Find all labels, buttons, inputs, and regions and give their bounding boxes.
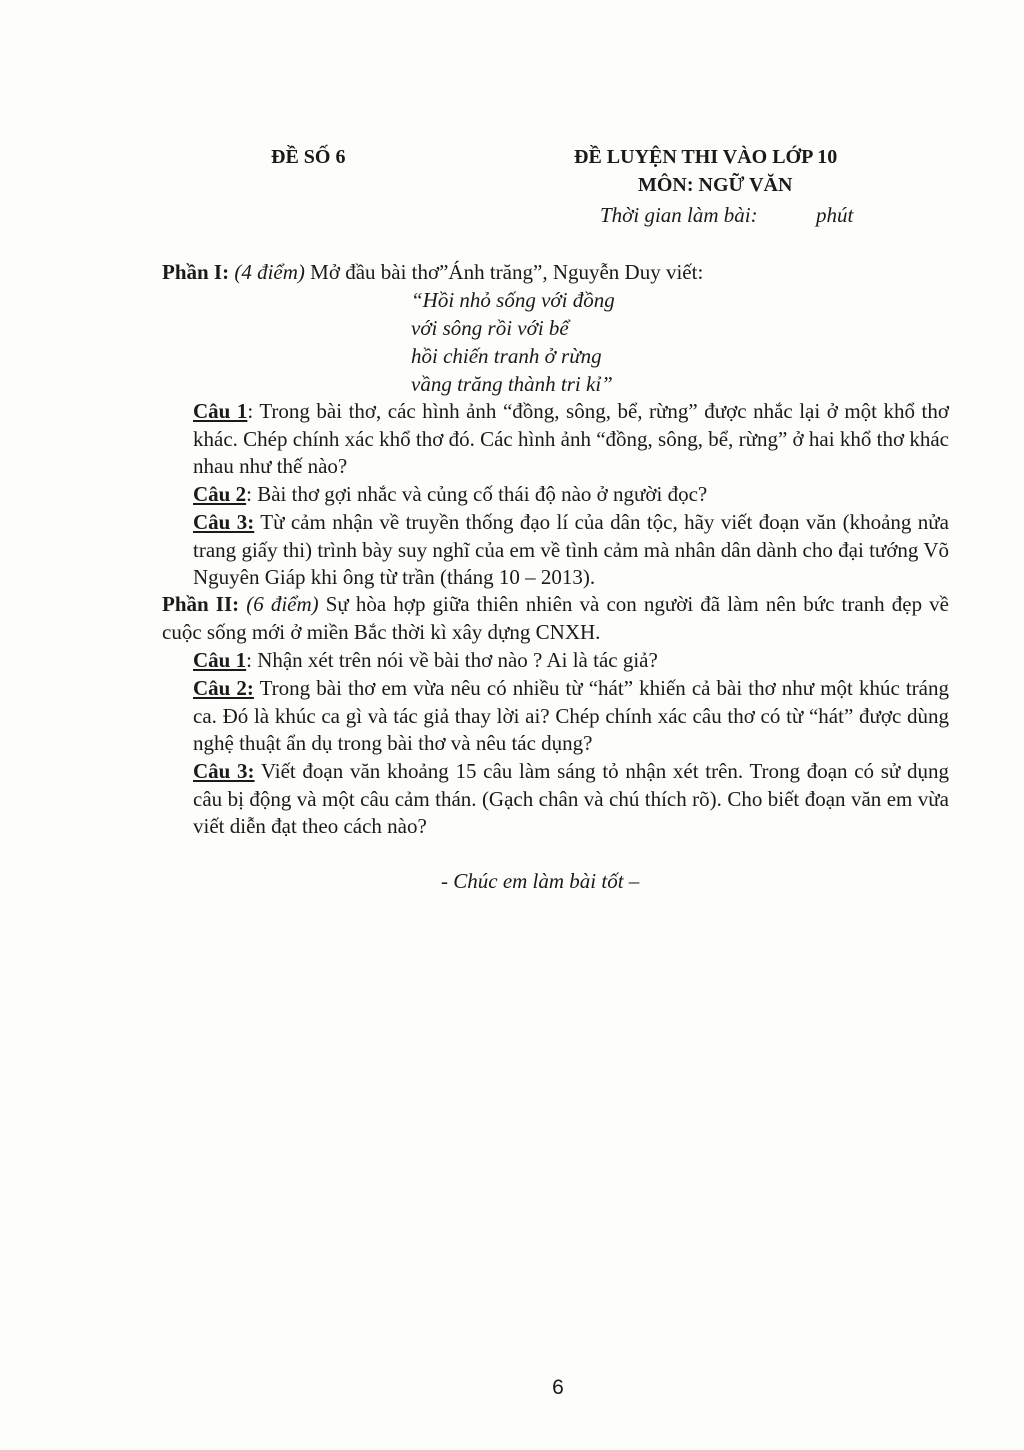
part1-label: Phần I:	[162, 260, 230, 284]
part2-question-2	[193, 675, 949, 758]
question-label: Câu 1	[193, 399, 248, 423]
question-label: Câu 3:	[193, 759, 255, 783]
exam-title: ĐỀ LUYỆN THI VÀO LỚP 10	[574, 146, 838, 168]
question-text: : Nhận xét trên nói về bài thơ nào ? Ai là tác giả?	[246, 648, 658, 672]
page-number: 6	[552, 1376, 564, 1399]
exam-number: ĐỀ SỐ 6	[271, 146, 346, 168]
part2-question-1	[193, 647, 949, 675]
closing-wish: - Chúc em làm bài tốt –	[441, 869, 640, 893]
question-text: Viết đoạn văn khoảng 15 câu làm sáng tỏ nhận xét trên. Trong đoạn có sử dụng câu bị động và một câu cảm thán. (Gạch chân và chú thích rõ). Cho biết đoạn văn em vừa viết diễn đạt theo cách nào?	[193, 759, 949, 838]
time-label: Thời gian làm bài:	[600, 203, 758, 227]
time-unit: phút	[816, 203, 854, 227]
question-text: : Trong bài thơ, các hình ảnh “đồng, sông, bể, rừng” được nhắc lại ở một khổ thơ khác. Chép chính xác khổ thơ đó. Các hình ảnh “đồng, sông, bể, rừng” ở hai khổ thơ khác nhau như thế nào?	[193, 399, 949, 478]
question-label: Câu 2:	[193, 676, 254, 700]
part1-question-2	[193, 481, 949, 509]
question-text: : Bài thơ gợi nhắc và củng cố thái độ nào ở người đọc?	[246, 482, 708, 506]
poem-line: “Hồi nhỏ sống với đồng	[411, 288, 615, 312]
part2-points: (6 điểm)	[246, 592, 319, 616]
question-label: Câu 2	[193, 482, 247, 506]
poem-line: với sông rồi với bể	[411, 316, 569, 340]
part2-intro-text: Sự hòa hợp giữa thiên nhiên và con người đã làm nên bức tranh đẹp về cuộc sống mới ở miền Bắc thời kì xây dựng CNXH.	[162, 592, 950, 644]
part1-intro-line	[162, 259, 703, 286]
part2-label: Phần II:	[162, 592, 240, 616]
subject: MÔN: NGỮ VĂN	[638, 174, 793, 196]
poem-line: vầng trăng thành tri kỉ”	[411, 372, 613, 396]
poem-line: hồi chiến tranh ở rừng	[411, 344, 602, 368]
question-text: Trong bài thơ em vừa nêu có nhiều từ “hát” khiến cả bài thơ như một khúc tráng ca. Đó là khúc ca gì và tác giả thay lời ai? Chép chính xác câu thơ có từ “hát” được dùng nghệ thuật ẩn dụ trong bài thơ và nêu tác dụng?	[193, 676, 949, 755]
part2-question-3	[193, 758, 949, 841]
question-label: Câu 1	[193, 648, 247, 672]
question-text: Từ cảm nhận về truyền thống đạo lí của dân tộc, hãy viết đoạn văn (khoảng nửa trang giấy thi) trình bày suy nghĩ của em về tình cảm mà nhân dân dành cho đại tướng Võ Nguyên Giáp khi ông từ trần (tháng 10 – 2013).	[193, 510, 949, 589]
part2-intro	[162, 591, 949, 646]
part1-points: (4 điểm)	[234, 260, 305, 284]
part1-intro: Mở đầu bài thơ”Ánh trăng”, Nguyễn Duy viết:	[304, 260, 704, 284]
question-label: Câu 3:	[193, 510, 255, 534]
part1-question-1	[193, 398, 949, 481]
part1-question-3	[193, 509, 949, 592]
